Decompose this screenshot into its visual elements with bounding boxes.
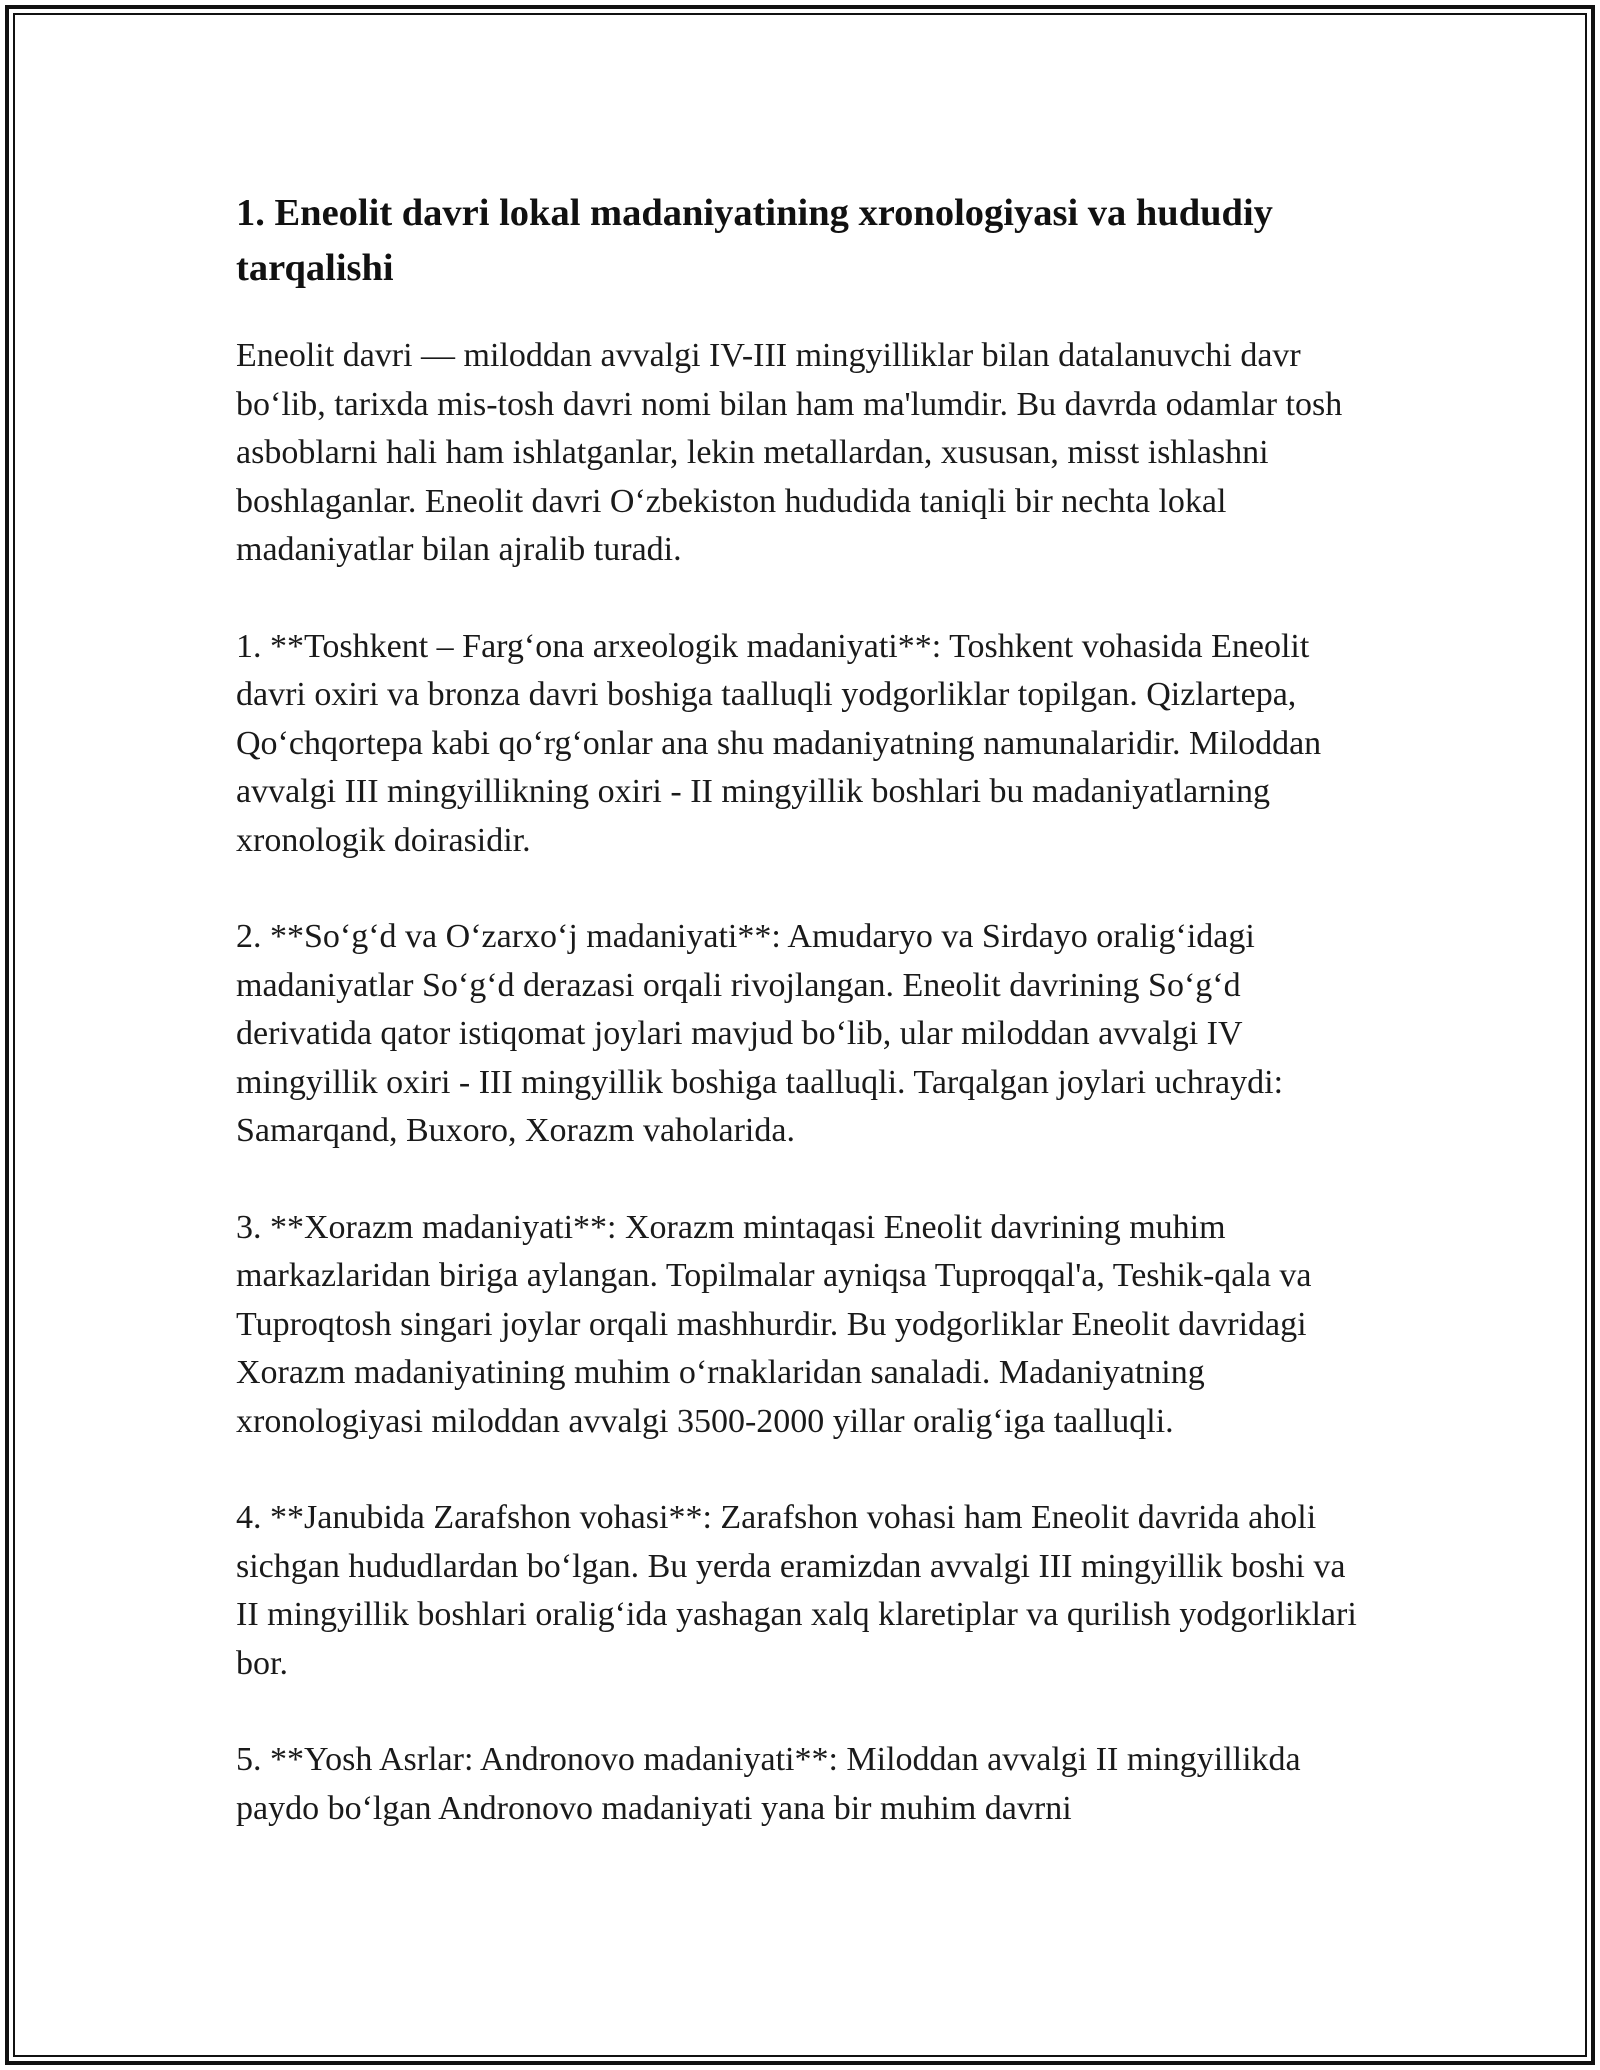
list-item-toshkent-fargona: 1. **Toshkent – Farg‘ona arxeologik madaniyati**: Toshkent vohasida Eneolit davri oxiri va bronza davri boshiga taalluqli yodgorliklar topilgan. Qizlartepa, Qo‘chqortepa kabi qo‘rg‘onlar ana shu madaniyatning namunalaridir. Miloddan avvalgi III mingyillikning oxiri - II mingyillik boshlari bu madaniyatlarning xronologik doirasidir. <box>236 627 1322 859</box>
list-item-andronovo: 5. **Yosh Asrlar: Andronovo madaniyati**: Miloddan avvalgi II mingyillikda paydo bo‘lgan Andronovo madaniyati yana bir muhim davrni <box>236 1741 1301 1827</box>
section-heading: 1. Eneolit davri lokal madaniyatining xronologiyasi va hududiy tarqalishi <box>236 192 1273 289</box>
document-body <box>236 186 1376 1881</box>
list-item-sogd-ozarxoj: 2. **So‘g‘d va O‘zarxo‘j madaniyati**: Amudaryo va Sirdayo oralig‘idagi madaniyatlar So‘g‘d derazasi orqali rivojlangan. Eneolit davrining So‘g‘d derivatida qator istiqomat joylari mavjud bo‘lib, ular miloddan avvalgi IV mingyillik oxiri - III mingyillik boshiga taalluqli. Tarqalgan joylari uchraydi: Samarqand, Buxoro, Xorazm vaholarida. <box>236 918 1284 1149</box>
list-item-zarafshon: 4. **Janubida Zarafshon vohasi**: Zarafshon vohasi ham Eneolit davrida aholi sichgan hududlardan bo‘lgan. Bu yerda eramizdan avvalgi III mingyillik boshi va II mingyillik boshlari oralig‘ida yashagan xalq klaretiplar va qurilish yodgorliklari bor. <box>236 1499 1357 1682</box>
list-item-xorazm: 3. **Xorazm madaniyati**: Xorazm mintaqasi Eneolit davrining muhim markazlaridan biriga aylangan. Topilmalar ayniqsa Tuproqqal'a, Teshik-qala va Tuproqtosh singari joylar orqali mashhurdir. Bu yodgorliklar Eneolit davridagi Xorazm madaniyatining muhim o‘rnaklaridan sanaladi. Madaniyatning xronologiyasi miloddan avvalgi 3500-2000 yillar oralig‘iga taalluqli. <box>236 1208 1312 1440</box>
intro-paragraph: Eneolit davri — miloddan avvalgi IV-III mingyilliklar bilan datalanuvchi davr bo‘lib, tarixda mis-tosh davri nomi bilan ham ma'lumdir. Bu davrda odamlar tosh asboblarni hali ham ishlatganlar, lekin metallardan, xususan, misst ishlashni boshlaganlar. Eneolit davri O‘zbekiston hududida taniqli bir nechta lokal madaniyatlar bilan ajralib turadi. <box>236 337 1343 568</box>
